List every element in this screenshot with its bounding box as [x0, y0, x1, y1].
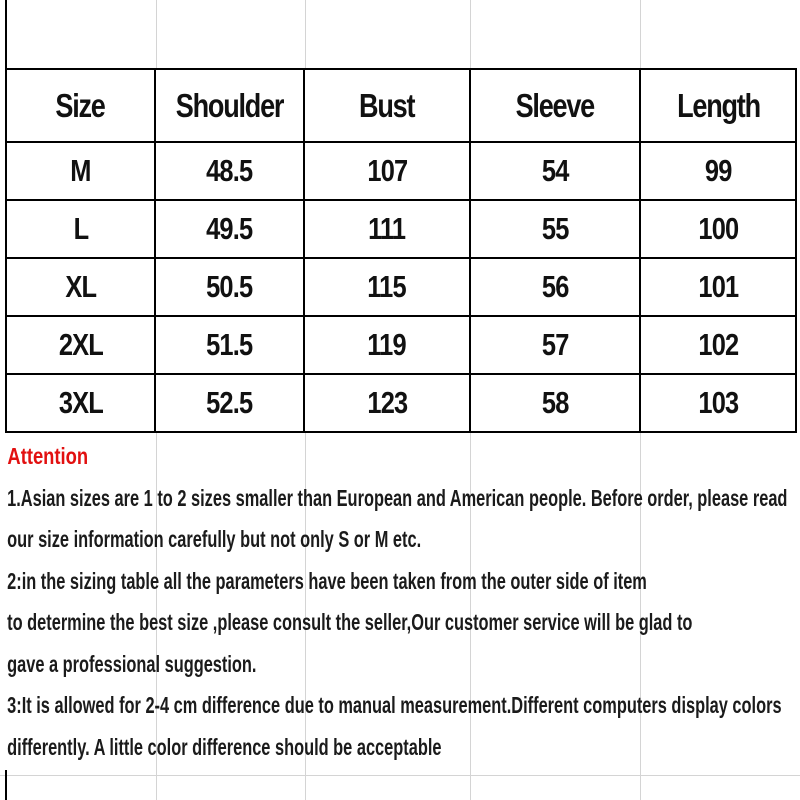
table-row	[6, 374, 796, 432]
cell-size: M	[6, 142, 155, 200]
cell-size: L	[6, 200, 155, 258]
cell-sleeve: 56	[470, 258, 640, 316]
note-line: 3:It is allowed for 2-4 cm difference due to manual measurement.Different computers display colors	[7, 692, 782, 718]
header-length: Length	[640, 69, 796, 142]
cell-sleeve: 55	[470, 200, 640, 258]
table-row	[6, 258, 796, 316]
table-row	[6, 142, 796, 200]
cell-bust: 119	[304, 316, 470, 374]
attention-title: Attention	[7, 443, 89, 469]
sheet-edge	[5, 770, 7, 800]
table-row	[6, 316, 796, 374]
cell-bust: 115	[304, 258, 470, 316]
cell-size: 2XL	[6, 316, 155, 374]
note-line: gave a professional suggestion.	[7, 650, 257, 677]
cell-bust: 123	[304, 374, 470, 432]
cell-size: XL	[6, 258, 155, 316]
cell-sleeve: 57	[470, 316, 640, 374]
cell-shoulder: 50.5	[155, 258, 304, 316]
header-sleeve: Sleeve	[470, 69, 640, 142]
note-line: to determine the best size ,please consult the seller,Our customer service will be glad to	[7, 609, 693, 635]
cell-shoulder: 49.5	[155, 200, 304, 258]
cell-sleeve: 58	[470, 374, 640, 432]
cell-length: 99	[640, 142, 796, 200]
note-line: 1.Asian sizes are 1 to 2 sizes smaller than European and American people. Before order, please read	[7, 484, 788, 511]
header-bust: Bust	[304, 69, 470, 142]
cell-bust: 111	[304, 200, 470, 258]
cell-shoulder: 52.5	[155, 374, 304, 432]
header-size: Size	[6, 69, 155, 142]
cell-length: 102	[640, 316, 796, 374]
table-header-row	[6, 69, 796, 142]
note-line: differently. A little color difference should be acceptable	[7, 733, 442, 760]
header-shoulder: Shoulder	[155, 69, 304, 142]
attention-notes	[5, 436, 798, 768]
cell-size: 3XL	[6, 374, 155, 432]
cell-length: 103	[640, 374, 796, 432]
cell-shoulder: 51.5	[155, 316, 304, 374]
grid-line	[0, 775, 800, 776]
note-line: 2:in the sizing table all the parameters have been taken from the outer side of item	[7, 567, 647, 594]
sheet-edge	[5, 0, 7, 68]
cell-sleeve: 54	[470, 142, 640, 200]
cell-length: 101	[640, 258, 796, 316]
cell-bust: 107	[304, 142, 470, 200]
cell-shoulder: 48.5	[155, 142, 304, 200]
size-chart-table	[5, 68, 797, 433]
cell-length: 100	[640, 200, 796, 258]
table-row	[6, 200, 796, 258]
note-line: our size information carefully but not only S or M etc.	[7, 526, 422, 552]
